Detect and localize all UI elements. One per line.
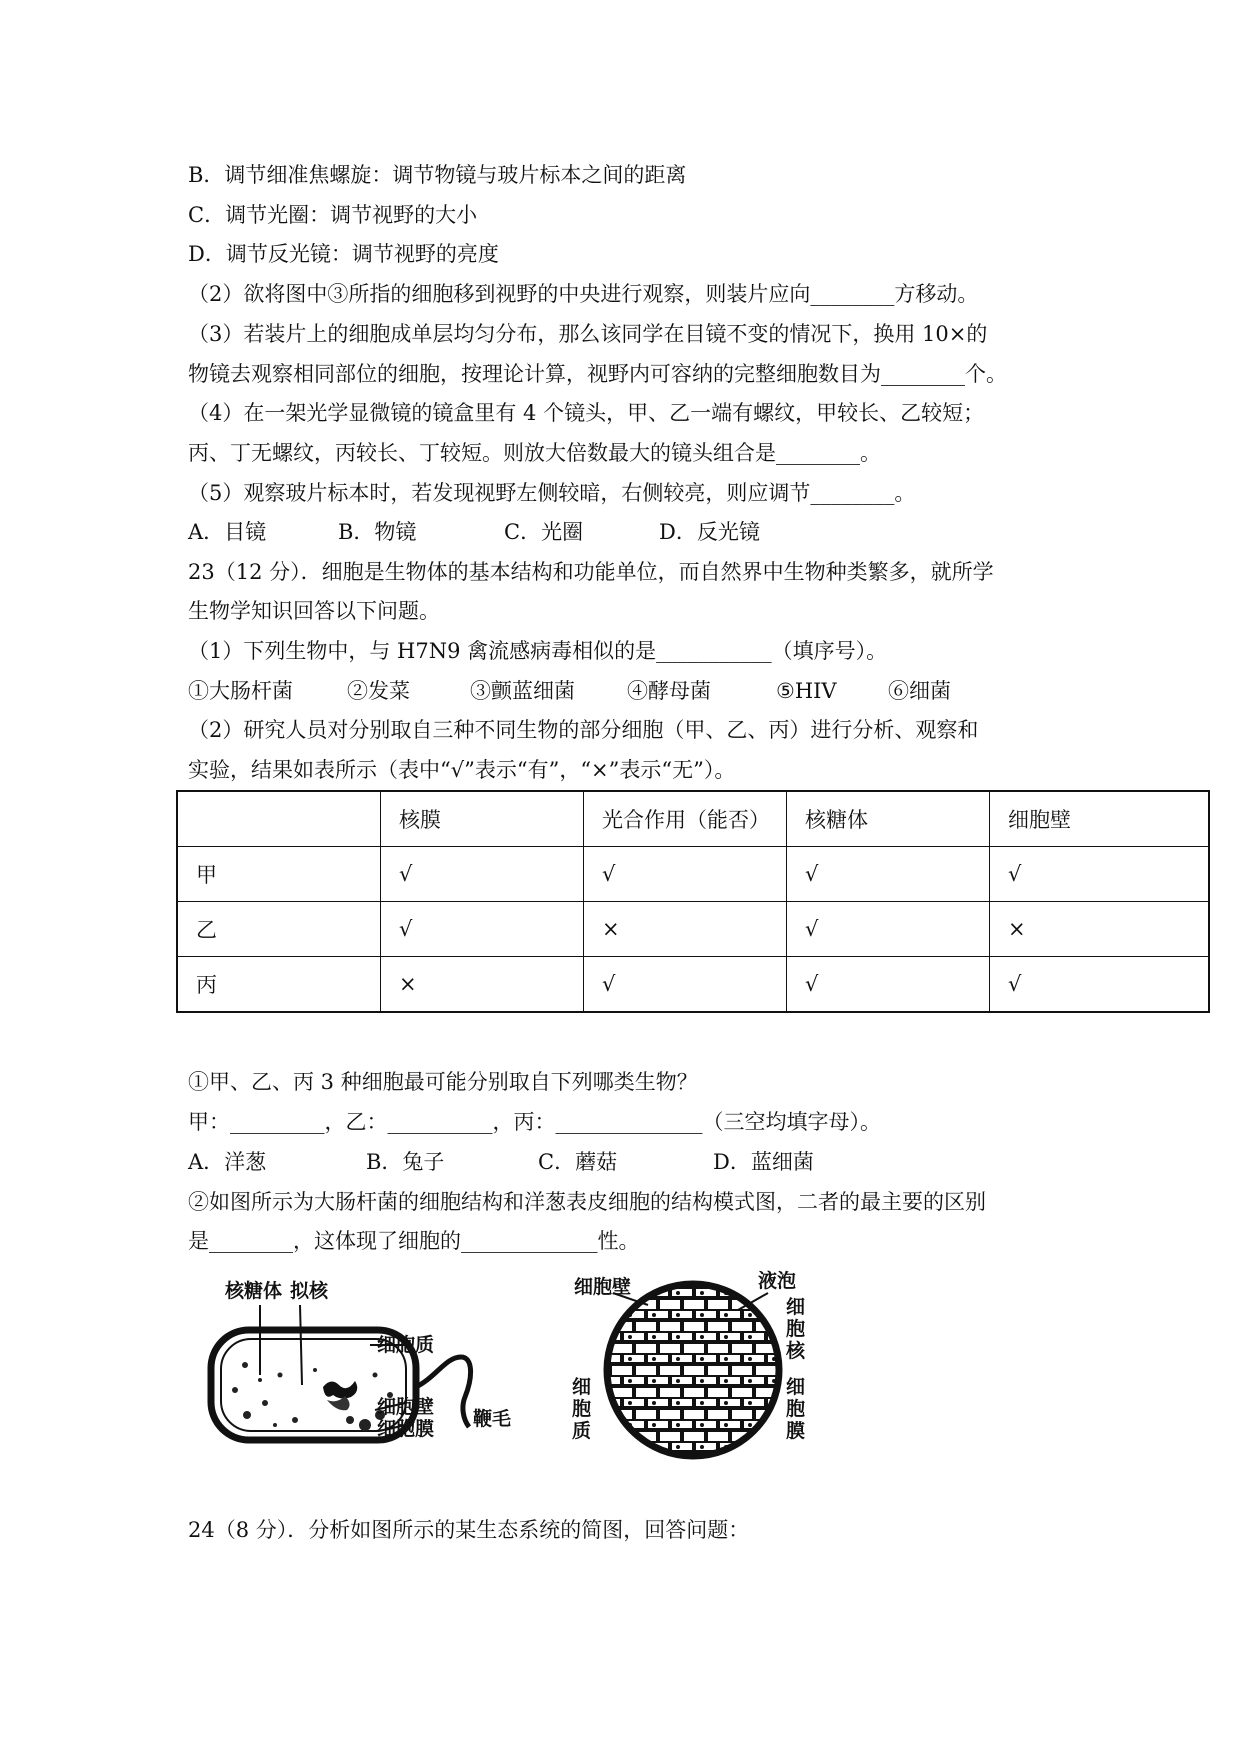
header-cell: 细胞壁 [990, 791, 1210, 847]
table-cell: √ [584, 957, 787, 1013]
table-cell: √ [381, 847, 584, 902]
onion-cell-diagram [568, 1265, 808, 1465]
option: B．兔子 [366, 1150, 445, 1174]
table-row [177, 847, 1209, 902]
option: C．蘑菇 [538, 1150, 618, 1174]
header-cell [177, 791, 381, 847]
option: D．蓝细菌 [713, 1150, 814, 1174]
table-cell: √ [787, 957, 990, 1013]
label-cell-wall: 细胞壁 [377, 1396, 435, 1418]
question-23-line2: 生物学知识回答以下问题。 [188, 599, 440, 623]
table-cell: √ [990, 847, 1210, 902]
option: A．洋葱 [188, 1150, 267, 1174]
label-vacuole: 液泡 [758, 1270, 797, 1292]
option: B．物镜 [338, 520, 417, 544]
sub-question-2-line1: ②如图所示为大肠杆菌的细胞结构和洋葱表皮细胞的结构模式图，二者的最主要的区别 [188, 1190, 986, 1214]
option: ③颤蓝细菌 [470, 679, 575, 703]
table-cell: 丙 [177, 957, 381, 1013]
label-cell-wall: 细胞壁 [574, 1276, 632, 1298]
sub-question-1: ①甲、乙、丙 3 种细胞最可能分别取自下列哪类生物？ [188, 1070, 698, 1094]
text-line-c: C．调节光圈：调节视野的大小 [188, 203, 478, 227]
bacterium-diagram [205, 1275, 545, 1460]
label-nucleus-2: 胞 [786, 1318, 806, 1340]
table-row [177, 902, 1209, 957]
option: ④酵母菌 [627, 679, 711, 703]
question-23-line1: 23（12 分）．细胞是生物体的基本结构和功能单位，而自然界中生物种类繁多，就所学 [188, 560, 994, 584]
table-cell: × [584, 902, 787, 957]
table-cell: × [990, 902, 1210, 957]
text-line-d: D．调节反光镜：调节视野的亮度 [188, 242, 499, 266]
question-23-1: （1）下列生物中，与 H7N9 禽流感病毒相似的是___________（填序号）。 [188, 639, 888, 663]
table-row [177, 957, 1209, 1013]
question-4-line2: 丙、丁无螺纹，丙较长、丁较短。则放大倍数最大的镜头组合是________。 [188, 441, 881, 465]
table-cell: √ [584, 847, 787, 902]
option: ②发菜 [347, 679, 410, 703]
question-3-line2: 物镜去观察相同部位的细胞，按理论计算，视野内可容纳的完整细胞数目为________个。 [188, 362, 1007, 386]
question-4-line1: （4）在一架光学显微镜的镜盒里有 4 个镜头，甲、乙一端有螺纹，甲较长、乙较短； [188, 401, 985, 425]
table-cell: 乙 [177, 902, 381, 957]
label-cytoplasm-3: 质 [572, 1420, 592, 1442]
label-nucleus-3: 核 [786, 1340, 806, 1362]
table-cell: 甲 [177, 847, 381, 902]
question-23-2-line2: 实验，结果如表所示（表中“√”表示“有”，“×”表示“无”）。 [188, 758, 736, 782]
option: ①大肠杆菌 [188, 679, 293, 703]
label-membrane-3: 膜 [786, 1420, 806, 1442]
label-nucleus-1: 细 [786, 1296, 806, 1318]
option: D．反光镜 [659, 520, 760, 544]
table-cell: √ [990, 957, 1210, 1013]
table-cell: √ [787, 847, 990, 902]
label-membrane-1: 细 [786, 1376, 806, 1398]
label-flagellum: 鞭毛 [473, 1408, 512, 1430]
table-cell: √ [787, 902, 990, 957]
label-ribosome: 核糖体 [225, 1280, 283, 1302]
sub-question-2-line2: 是________，这体现了细胞的_____________性。 [188, 1229, 640, 1253]
table-cell: × [381, 957, 584, 1013]
question-23-1-options [188, 677, 951, 705]
table-header-row [177, 791, 1209, 847]
text-line-b: B．调节细准焦螺旋：调节物镜与玻片标本之间的距离 [188, 163, 687, 187]
cell-comparison-table [176, 790, 1210, 1013]
header-cell: 光合作用（能否） [584, 791, 787, 847]
label-cytoplasm: 细胞质 [377, 1334, 435, 1356]
question-24: 24（8 分）．分析如图所示的某生态系统的简图，回答问题： [188, 1518, 750, 1542]
label-cytoplasm-2: 胞 [572, 1398, 592, 1420]
sub-question-1-blanks: 甲：_________，乙：__________，丙：______________（三空均填字母）。 [188, 1110, 881, 1134]
question-2: （2）欲将图中③所指的细胞移到视野的中央进行观察，则装片应向________方移动。 [188, 282, 979, 306]
label-cell-membrane: 细胞膜 [377, 1418, 435, 1440]
header-cell: 核膜 [381, 791, 584, 847]
header-cell: 核糖体 [787, 791, 990, 847]
option: C．光圈 [504, 520, 584, 544]
label-nucleoid: 拟核 [290, 1280, 329, 1302]
option: ⑥细菌 [888, 679, 951, 703]
option: A．目镜 [188, 520, 267, 544]
question-3-line1: （3）若装片上的细胞成单层均匀分布，那么该同学在目镜不变的情况下，换用 10×的 [188, 322, 988, 346]
table-cell: √ [381, 902, 584, 957]
question-5: （5）观察玻片标本时，若发现视野左侧较暗，右侧较亮，则应调节________。 [188, 481, 916, 505]
question-5-options [188, 518, 760, 546]
label-cytoplasm-1: 细 [572, 1376, 592, 1398]
sub-question-1-options [188, 1148, 814, 1176]
question-23-2-line1: （2）研究人员对分别取自三种不同生物的部分细胞（甲、乙、丙）进行分析、观察和 [188, 718, 979, 742]
label-membrane-2: 胞 [786, 1398, 806, 1420]
option: ⑤HIV [776, 679, 837, 703]
